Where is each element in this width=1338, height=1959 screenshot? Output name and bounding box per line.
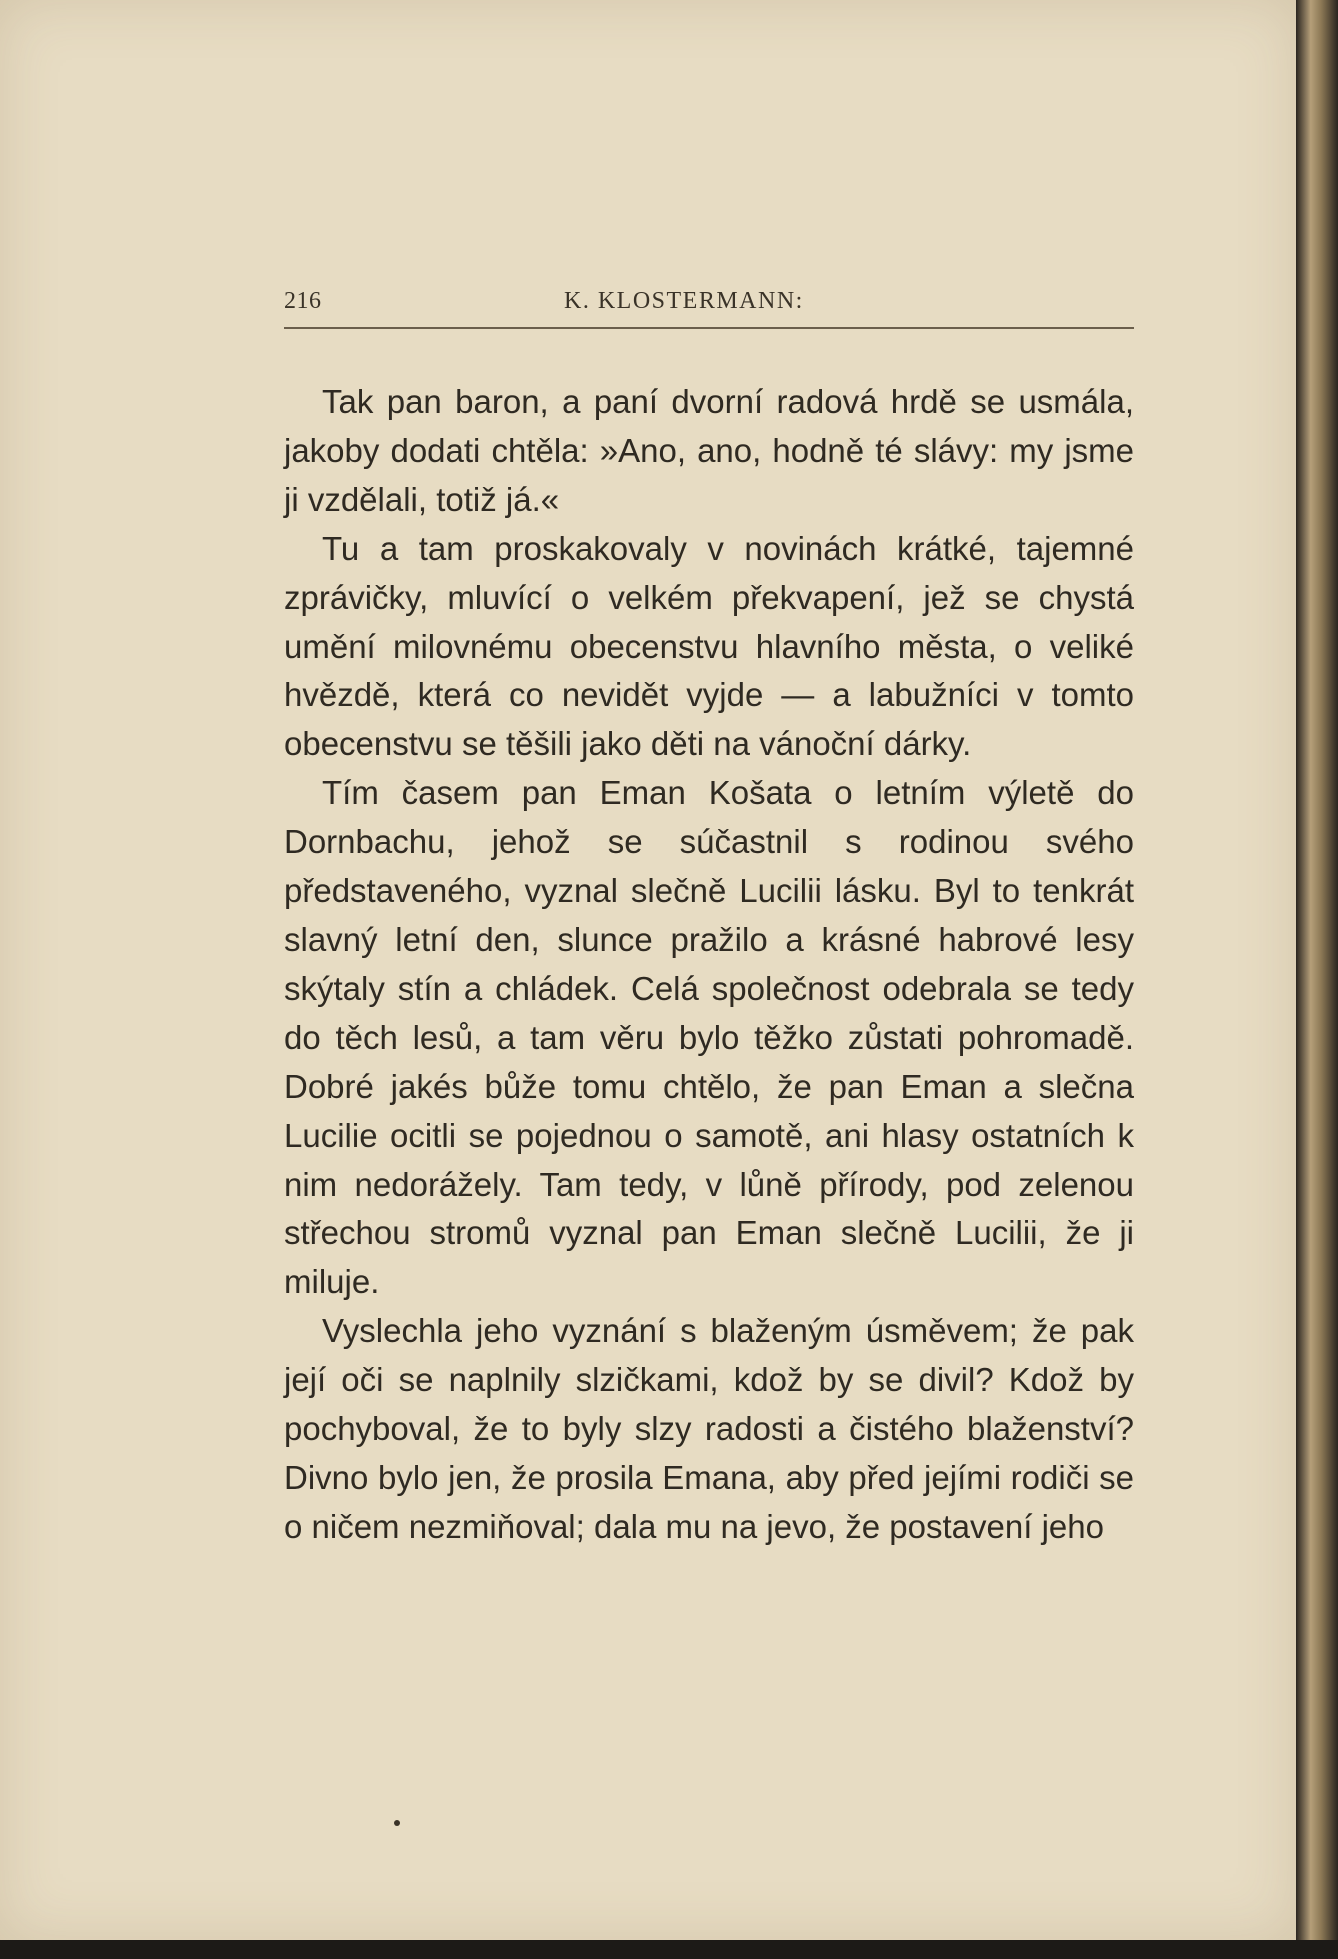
paragraph: Tak pan baron, a paní dvorní radová hrdě se usmála, jakoby dodati chtěla: »Ano, ano, hodně té slávy: my jsme ji vzdělali, totiž já.« (284, 383, 1134, 518)
paragraph: Tu a tam proskakovaly v novinách krátké, tajemné zprávičky, mluvící o velkém překvapení, jež se chystá umění milovnému obecenstvu hlavního města, o veliké hvězdě, která co nevidět vyjde — a labužníci v tomto obecenstvu se těšili jako děti na vánoční dárky. (284, 529, 1134, 763)
paragraph: Vyslechla jeho vyznání s blaženým úsměvem; že pak její oči se naplnily slzičkami, kdož by se divil? Kdož by pochyboval, že to byly slzy radosti a čistého blaženství? Divno bylo jen, že prosila Emana, aby před jejími rodiči se o ničem nezmiňoval; dala mu na jevo, že postavení jeho (284, 1312, 1134, 1545)
bottom-edge (0, 1940, 1338, 1959)
running-head: K. KLOSTERMANN: (564, 288, 804, 314)
page-number: 216 (284, 288, 322, 314)
ink-speck (394, 1820, 400, 1826)
header-rule (284, 327, 1134, 329)
paragraph: Tím časem pan Eman Košata o letním výletě do Dornbachu, jehož se súčastnil s rodinou svého představeného, vyznal slečně Lucilii lásku. Byl to tenkrát slavný letní den, slunce pražilo a krásné habrové lesy skýtaly stín a chládek. Celá společnost odebrala se tedy do těch lesů, a tam věru bylo těžko zůstati pohromadě. Dobré jakés bůže tomu chtělo, že pan Eman a slečna Lucilie ocitli se pojednou o samotě, ani hlasy ostatních k nim nedorážely. Tam tedy, v lůně přírody, pod zelenou střechou stromů vyznal pan Eman slečně Lucilii, že ji miluje. (284, 774, 1134, 1301)
body-text (284, 378, 1134, 1552)
page-header (284, 288, 1134, 324)
book-spine (1296, 0, 1338, 1959)
